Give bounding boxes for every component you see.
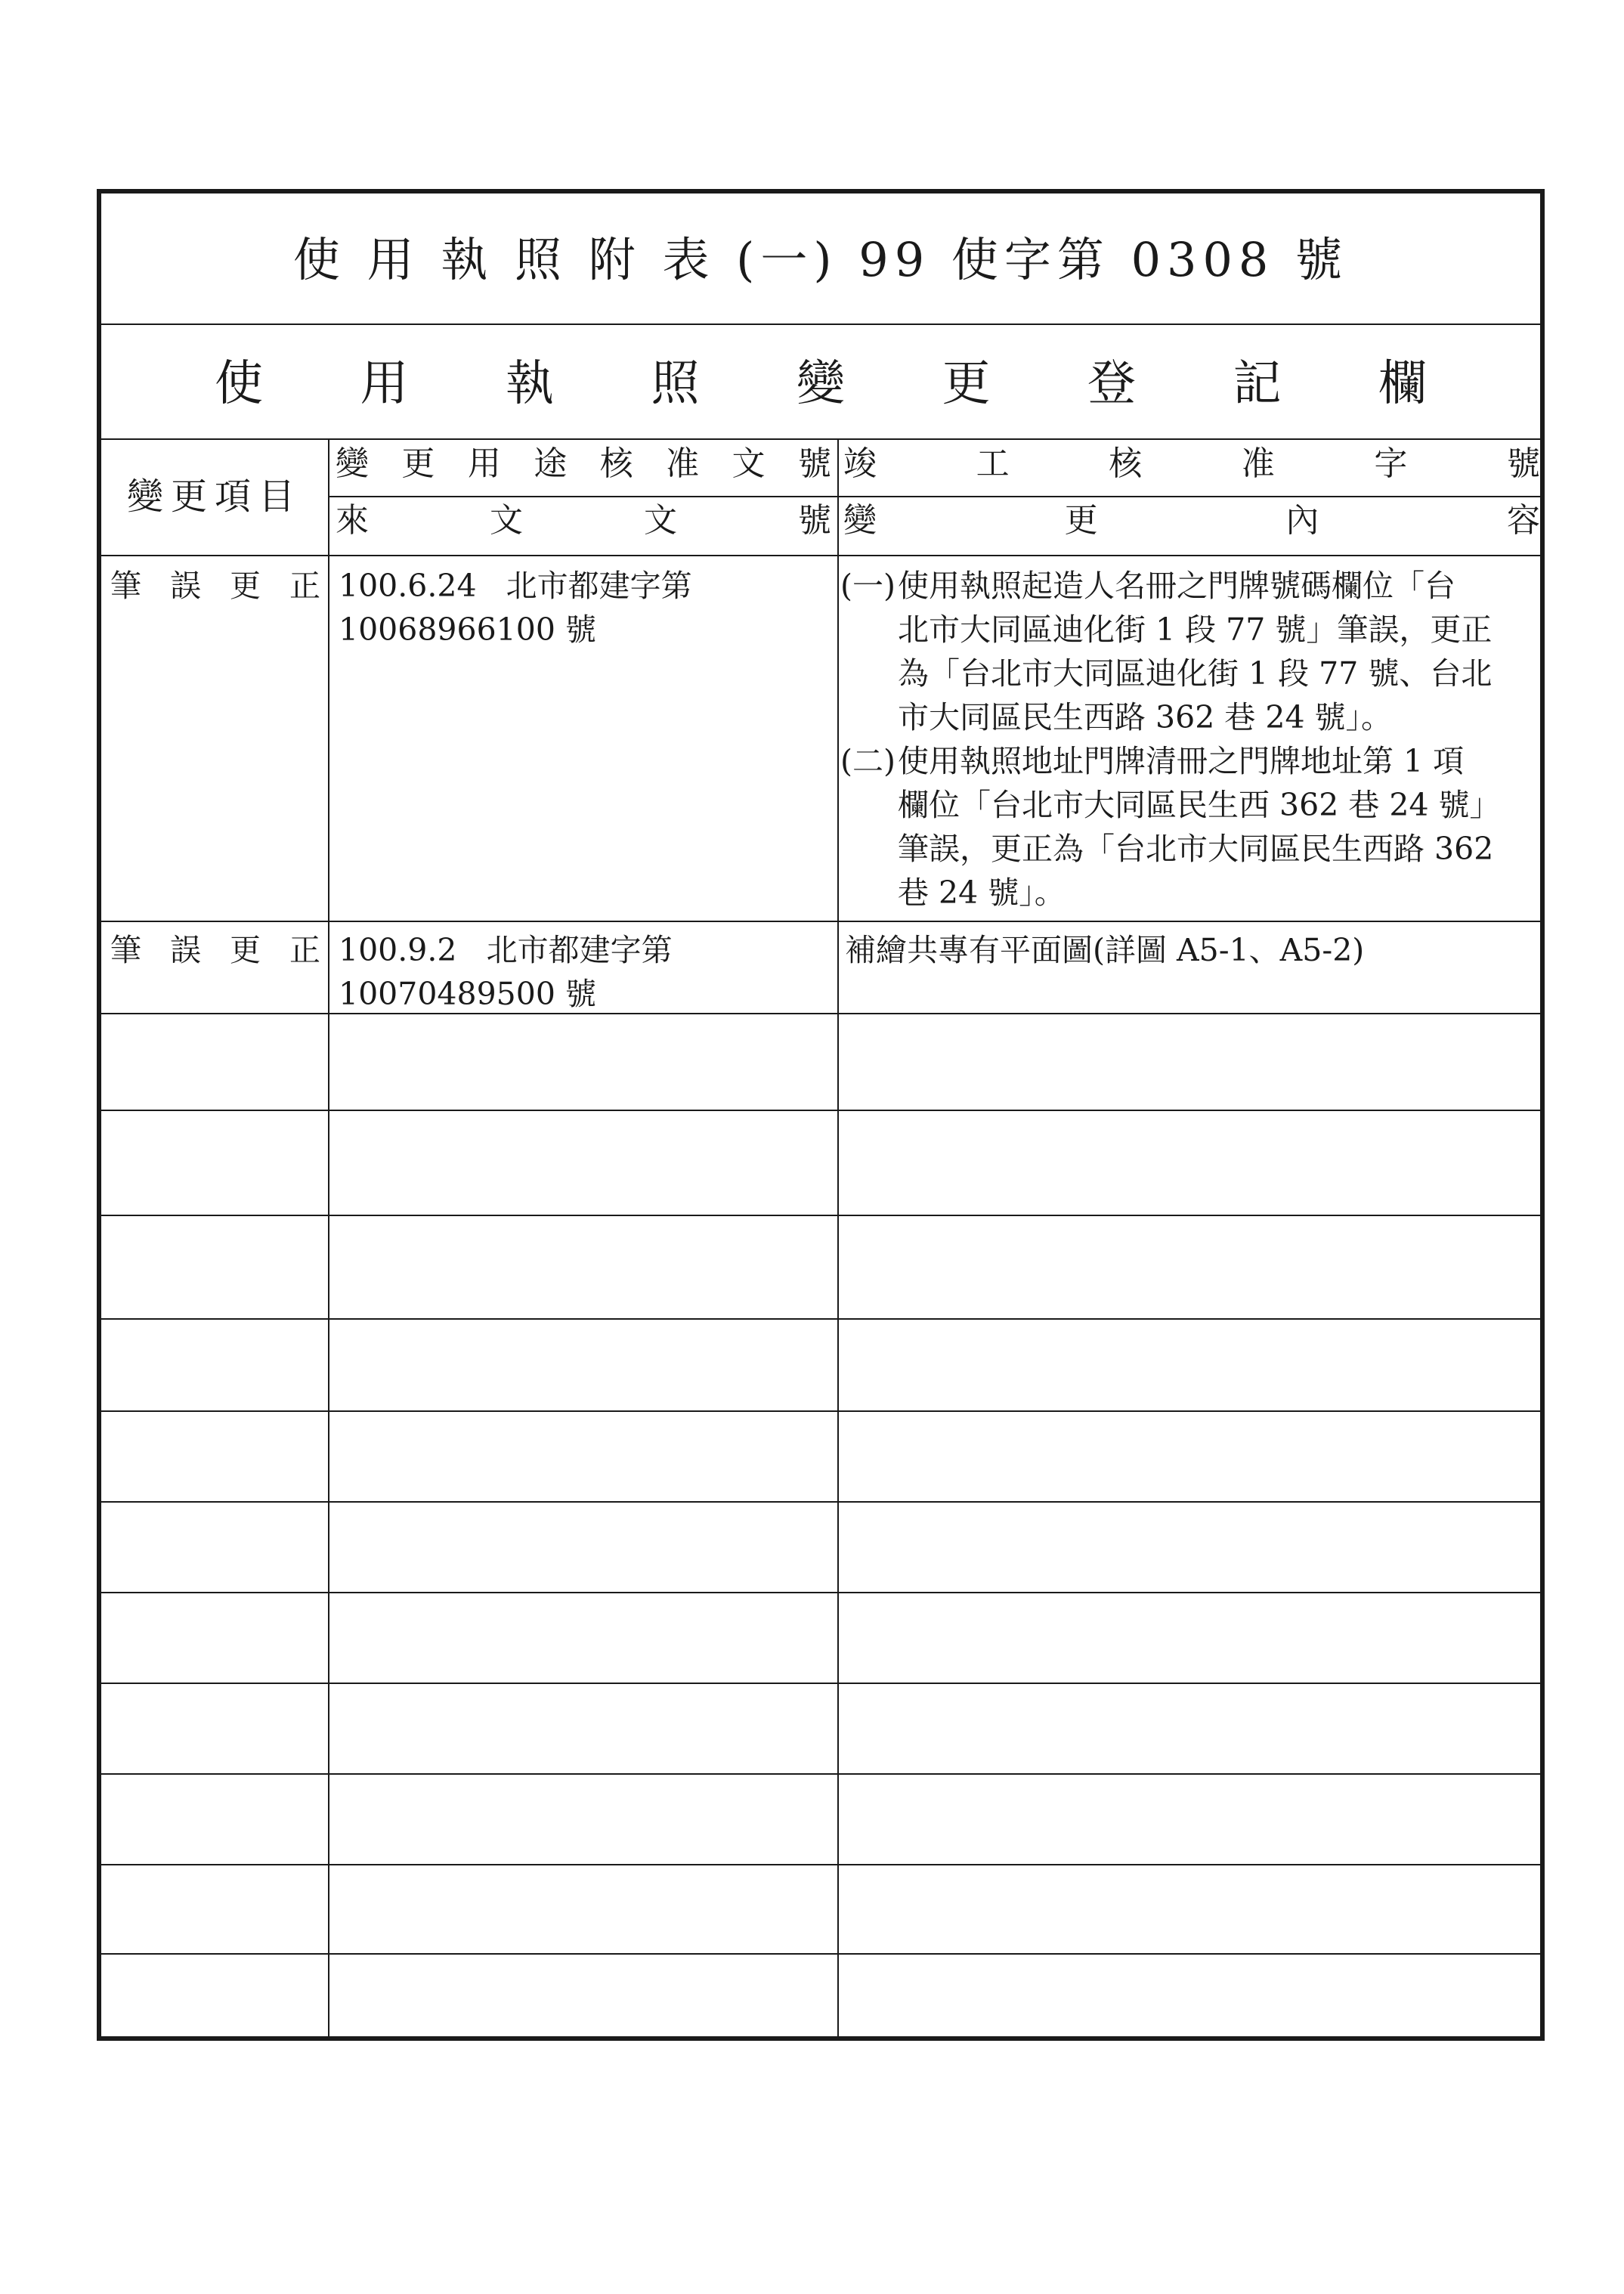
label-char: 號 — [1506, 444, 1540, 483]
row-divider — [101, 1215, 1540, 1216]
section-heading-char: 記 — [1233, 356, 1282, 412]
page-title: 使 用 執 照 附 表 (一) 99 使字第 0308 號 — [292, 232, 1349, 287]
entry-item — [101, 564, 328, 608]
label-char: 途 — [534, 444, 568, 483]
label-char: 字 — [1374, 444, 1408, 483]
label-char: 誤 — [170, 568, 201, 604]
section-heading — [215, 354, 1427, 414]
row-divider — [101, 1318, 1540, 1320]
entry-doc-no — [331, 564, 834, 652]
row-divider — [101, 921, 1540, 922]
section-heading-char: 用 — [360, 356, 409, 412]
section-heading-char: 變 — [797, 356, 845, 412]
row-divider — [101, 1592, 1540, 1593]
content-item-number: (一) — [840, 568, 896, 604]
section-heading-char: 使 — [215, 356, 263, 412]
label-char: 竣 — [843, 444, 877, 483]
label-char: 內 — [1285, 501, 1319, 540]
label-char: 筆 — [110, 932, 141, 968]
entry-doc-no-line: 10068966100 號 — [339, 611, 596, 648]
column-divider — [837, 438, 839, 2036]
entry-doc-no — [331, 928, 834, 1016]
content-line: 補繪共專有平面圖(詳圖 A5-1、A5-2) — [845, 932, 1365, 968]
row-divider — [101, 1683, 1540, 1684]
col-header-change-content-label — [843, 500, 1540, 542]
content-item-number: (二) — [840, 743, 896, 779]
section-heading-char: 更 — [942, 356, 991, 412]
row-divider — [101, 1110, 1540, 1111]
label-char: 來 — [336, 501, 369, 540]
entry-item-label — [101, 928, 328, 972]
label-char: 筆 — [110, 568, 141, 604]
label-char: 變 — [843, 501, 877, 540]
col-header-incoming-doc-no-label — [336, 500, 831, 542]
row-divider — [101, 1501, 1540, 1503]
label-char: 更 — [401, 444, 435, 483]
content-line: 巷 24 號」。 — [898, 875, 1066, 911]
content-item — [840, 739, 1542, 915]
change-register-table — [97, 189, 1545, 2041]
col-header-incoming-doc-no — [331, 500, 834, 550]
col-header-completion-no — [840, 443, 1545, 493]
label-char: 文 — [490, 501, 523, 540]
title-row — [101, 193, 1540, 324]
label-char: 文 — [732, 444, 766, 483]
col-header-completion-no-label — [843, 443, 1540, 485]
column-divider — [328, 438, 329, 2036]
row-divider — [101, 1864, 1540, 1865]
divider — [328, 496, 1540, 497]
entry-doc-no-line: 100.6.24 北市都建字第 — [339, 568, 692, 604]
entry-doc-no-line: 100.9.2 北市都建字第 — [339, 932, 673, 968]
label-char: 核 — [1109, 444, 1143, 483]
label-char: 更 — [230, 932, 261, 968]
content-line: 北市大同區迪化街 1 段 77 號」筆誤，更正 — [898, 611, 1493, 648]
entry-doc-no-line: 10070489500 號 — [339, 976, 596, 1012]
entry-item-label — [101, 564, 328, 608]
col-header-approval-doc-no — [331, 443, 834, 493]
label-char: 准 — [1241, 444, 1275, 483]
content-item — [840, 564, 1542, 739]
col-header-approval-doc-no-label — [336, 443, 831, 485]
label-char: 誤 — [170, 932, 201, 968]
section-heading-char: 欄 — [1378, 356, 1427, 412]
section-heading-row — [101, 324, 1540, 438]
label-char: 正 — [289, 568, 320, 604]
entry-content — [845, 928, 1545, 972]
label-char: 文 — [644, 501, 677, 540]
row-divider — [101, 1773, 1540, 1775]
label-char: 工 — [976, 444, 1010, 483]
col-header-change-content — [840, 500, 1545, 550]
label-char: 用 — [467, 444, 501, 483]
row-divider — [101, 1410, 1540, 1412]
label-char: 變 — [336, 444, 369, 483]
section-heading-char: 照 — [651, 356, 700, 412]
row-divider — [101, 1953, 1540, 1955]
divider — [101, 555, 1540, 556]
content-line: 使用執照地址門牌清冊之門牌地址第 1 項 — [898, 743, 1465, 779]
content-line: 市大同區民生西路 362 巷 24 號」。 — [898, 699, 1393, 735]
label-char: 容 — [1506, 501, 1540, 540]
content-line: 筆誤，更正為「台北市大同區民生西路 362 — [898, 831, 1494, 867]
content-line: 使用執照起造人名冊之門牌號碼欄位「台 — [898, 568, 1455, 604]
entry-content — [840, 564, 1545, 915]
label-char: 核 — [599, 444, 633, 483]
row-divider — [101, 1013, 1540, 1014]
col-header-item — [101, 438, 328, 555]
section-heading-char: 執 — [506, 356, 554, 412]
content-line: 欄位「台北市大同區民生西 362 巷 24 號」 — [898, 787, 1501, 823]
label-char: 號 — [797, 444, 831, 483]
label-char: 號 — [798, 501, 831, 540]
content-line: 為「台北市大同區迪化街 1 段 77 號、台北 — [898, 655, 1493, 692]
label-char: 更 — [230, 568, 261, 604]
label-char: 正 — [289, 932, 320, 968]
label-char: 准 — [666, 444, 700, 483]
col-header-item-label: 變更項目 — [126, 475, 302, 518]
label-char: 更 — [1064, 501, 1098, 540]
section-heading-char: 登 — [1087, 356, 1136, 412]
entry-item — [101, 928, 328, 972]
